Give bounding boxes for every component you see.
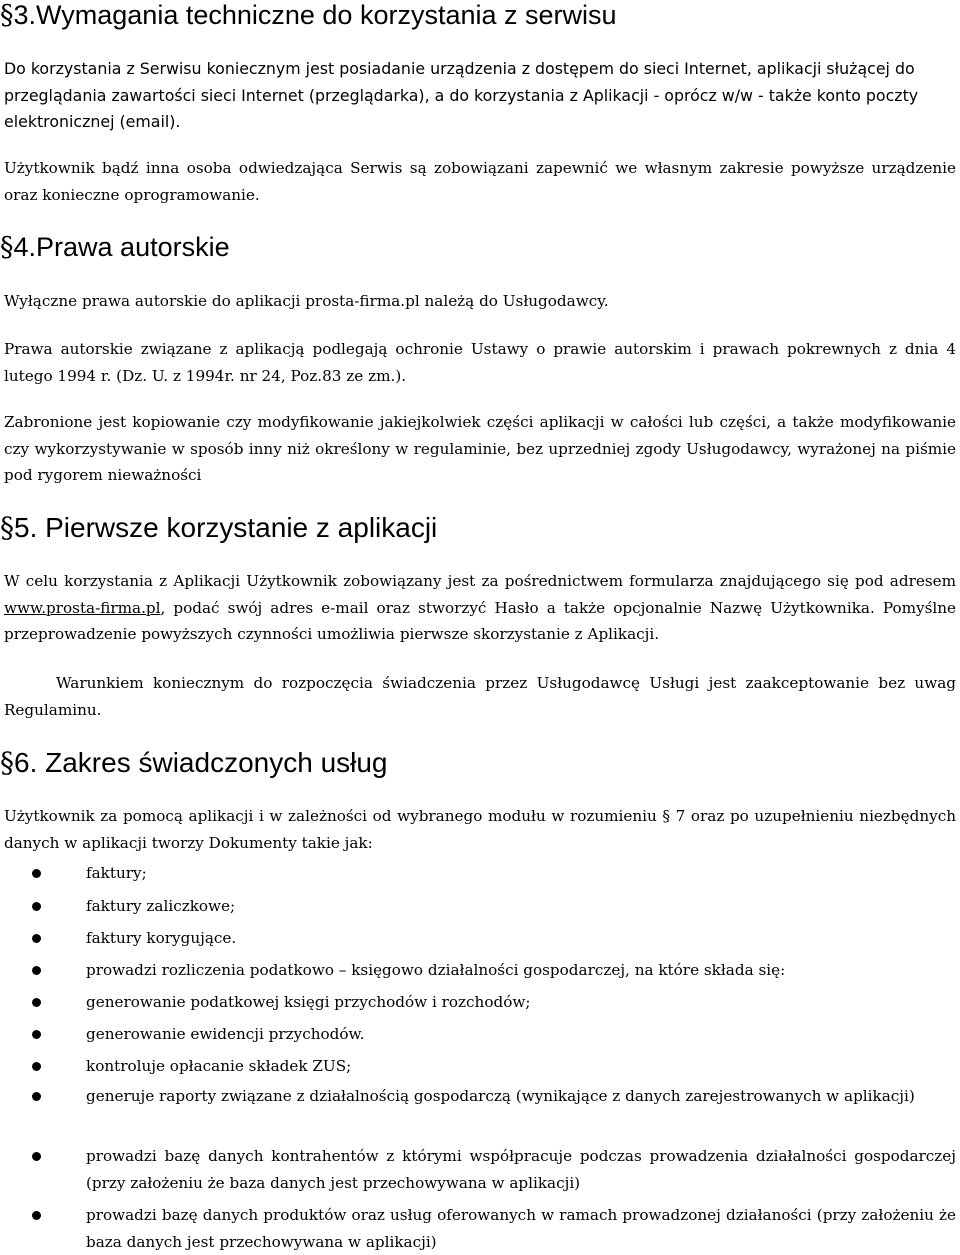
list-item [86, 1021, 956, 1048]
section-3-title: 3.Wymagania techniczne do korzystania z serwisu [13, 0, 617, 30]
section-4-paragraph-1: Wyłączne prawa autorskie do aplikacji prosta-firma.pl należą do Usługodawcy. [4, 292, 609, 310]
list-item [86, 860, 956, 887]
list-item-text: generowanie ewidencji przychodów. [86, 1025, 365, 1043]
section-mark: § [0, 746, 14, 779]
list-item [86, 893, 956, 920]
bullet-icon [32, 998, 41, 1007]
list-item-text: generowanie podatkowej księgi przychodów i rozchodów; [86, 993, 531, 1011]
section-6-title: 6. Zakres świadczonych usług [14, 747, 388, 778]
bullet-icon [32, 1092, 41, 1101]
list-item [86, 1083, 956, 1110]
section-mark: § [0, 511, 14, 544]
list-item-text: prowadzi bazę danych produktów oraz usług oferowanych w ramach prowadzonej działaności (przy założeniu że baza danych jest przechowywana w aplikacji) [86, 1206, 956, 1251]
bullet-icon [32, 934, 41, 943]
list-item [86, 1143, 956, 1196]
list-item-text: prowadzi bazę danych kontrahentów z którymi współpracuje podczas prowadzenia działalności gospodarczej (przy założeniu że baza danych jest przechowywana w aplikacji) [86, 1147, 956, 1192]
section-3-paragraph-2: Użytkownik bądź inna osoba odwiedzająca Serwis są zobowiązani zapewnić we własnym zakresie powyższe urządzenie oraz konieczne oprogramowanie. [4, 159, 956, 204]
list-item-text: generuje raporty związane z działalnością gospodarczą (wynikające z danych zarejestrowanych w aplikacji) [86, 1087, 915, 1105]
section-4-heading [0, 234, 230, 261]
bullet-icon [32, 869, 41, 878]
bullet-icon [32, 966, 41, 975]
section-5-heading [0, 511, 438, 544]
list-item-text: faktury; [86, 864, 147, 882]
list-item [86, 1053, 956, 1080]
section-4-paragraph-2: Prawa autorskie związane z aplikacją podlegają ochronie Ustawy o prawie autorskim i prawach pokrewnych z dnia 4 lutego 1994 r. (Dz. U. z 1994r. nr 24, Poz.83 ze zm.). [4, 340, 956, 385]
bullet-icon [32, 1030, 41, 1039]
website-link[interactable]: www.prosta-firma.pl [4, 598, 161, 617]
bullet-icon [32, 902, 41, 911]
section-4-paragraph-3: Zabronione jest kopiowanie czy modyfikowanie jakiejkolwiek części aplikacji w całości lub części, a także modyfikowanie czy wykorzystywanie w sposób inny niż określony w regulaminie, bez uprzedniej zgody Usługodawcy, wyrażonej na piśmie pod rygorem nieważności [4, 413, 956, 484]
list-item-text: prowadzi rozliczenia podatkowo – księgowo działalności gospodarczej, na które składa się: [86, 961, 786, 979]
section-5-paragraph-1-end: , podać swój adres e-mail oraz stworzyć Hasło a także opcjonalnie Nazwę Użytkownika. Pomyślne przeprowadzenie powyższych czynności umożliwia pierwsze skorzystanie z Aplikacji. [4, 598, 956, 643]
section-6-heading [0, 746, 388, 779]
section-mark: § [0, 232, 14, 263]
section-5-paragraph-2: Warunkiem koniecznym do rozpoczęcia świadczenia przez Usługodawcę Usługi jest zaakceptowanie bez uwag Regulaminu. [4, 674, 956, 719]
section-5-paragraph-1 [4, 568, 956, 648]
section-3-paragraph-1: Do korzystania z Serwisu koniecznym jest posiadanie urządzenia z dostępem do sieci Internet, aplikacji służącej do przeglądania zawartości sieci Internet (przeglądarka), a do korzystania z Aplikacji - oprócz w/w - także konto poczty elektronicznej (email). [4, 59, 919, 131]
list-item-text: faktury zaliczkowe; [86, 897, 236, 915]
list-item-text: faktury korygujące. [86, 929, 237, 947]
section-4-title: 4.Prawa autorskie [13, 232, 230, 262]
list-item [86, 1202, 956, 1255]
section-6-intro: Użytkownik za pomocą aplikacji i w zależności od wybranego modułu w rozumieniu § 7 oraz po uzupełnieniu niezbędnych danych w aplikacji tworzy Dokumenty takie jak: [4, 807, 956, 852]
section-mark: § [0, 0, 14, 31]
section-5-paragraph-1-start: W celu korzystania z Aplikacji Użytkownik zobowiązany jest za pośrednictwem formularza znajdującego się pod adresem [4, 572, 956, 590]
section-5-title: 5. Pierwsze korzystanie z aplikacji [14, 512, 438, 543]
bullet-icon [32, 1211, 41, 1220]
section-3-heading [0, 2, 617, 29]
list-item-text: kontroluje opłacanie składek ZUS; [86, 1057, 352, 1075]
list-item [86, 925, 956, 952]
bullet-icon [32, 1062, 41, 1071]
list-item [86, 957, 956, 984]
bullet-icon [32, 1152, 41, 1161]
list-item [86, 989, 956, 1016]
